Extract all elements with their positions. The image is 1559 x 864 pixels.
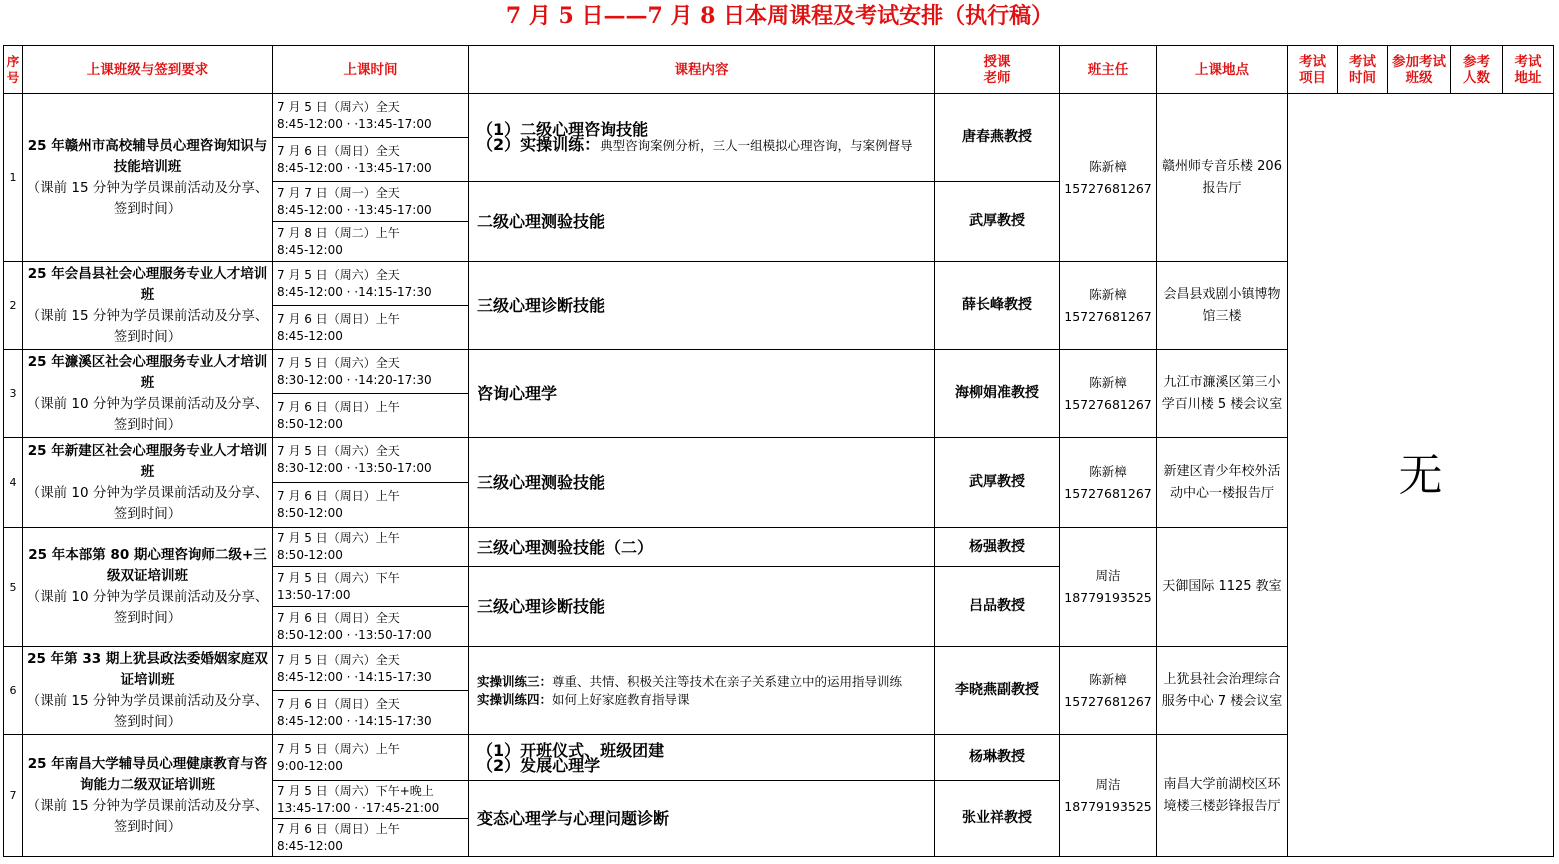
time-slot: 7 月 7 日（周一）全天 8:45-12:00 · ·13:45-17:00 [273,182,469,222]
exam-none: 无 [1288,94,1554,857]
place-cell: 赣州师专音乐楼 206 报告厅 [1157,94,1288,262]
class-cell: 25 年南昌大学辅导员心理健康教育与咨询能力二级双证培训班 （课前 15 分钟为学员课前活动及分享、签到时间） [23,735,273,857]
course-cell: （1）二级心理咨询技能 （2）实操训练：典型咨询案例分析，三人一组模拟心理咨询，与案例督导 [469,94,935,182]
head-teacher-cell: 陈新樟 15727681267 [1060,438,1157,528]
time-slot: 7 月 5 日（周六）下午 13:50-17:00 [273,567,469,607]
course-cell: 三级心理诊断技能 [469,567,935,647]
header-exam-place: 考试地址 [1503,46,1554,94]
time-slot: 7 月 5 日（周六）全天 8:45-12:00 · ·13:45-17:00 [273,94,469,138]
teacher-cell: 海柳娟准教授 [935,350,1060,438]
teacher-cell: 武厚教授 [935,182,1060,262]
row-seq: 1 [4,94,23,262]
head-teacher-cell: 周洁 18779193525 [1060,528,1157,647]
header-content: 课程内容 [469,46,935,94]
time-slot: 7 月 6 日（周日）上午 8:50-12:00 [273,483,469,528]
teacher-cell: 武厚教授 [935,438,1060,528]
schedule-table [3,45,1554,857]
course-cell: 咨询心理学 [469,350,935,438]
header-exam-time: 考试时间 [1338,46,1388,94]
page-title: 7 月 5 日——7 月 8 日本周课程及考试安排（执行稿） [505,3,1054,29]
place-cell: 上犹县社会治理综合服务中心 7 楼会议室 [1157,647,1288,735]
time-slot: 7 月 6 日（周日）全天 8:45-12:00 · ·14:15-17:30 [273,691,469,735]
table-row [4,94,1554,138]
time-slot: 7 月 8 日（周二）上午 8:45-12:00 [273,222,469,262]
head-teacher-cell: 陈新樟 15727681267 [1060,350,1157,438]
head-teacher-cell: 陈新樟 15727681267 [1060,647,1157,735]
header-place: 上课地点 [1157,46,1288,94]
row-seq: 6 [4,647,23,735]
course-cell: 变态心理学与心理问题诊断 [469,781,935,857]
teacher-cell: 杨琳教授 [935,735,1060,781]
course-cell: 实操训练三：尊重、共情、积极关注等技术在亲子关系建立中的运用指导训练 实操训练四：如何上好家庭教育指导课 [469,647,935,735]
time-slot: 7 月 5 日（周六）上午 8:50-12:00 [273,528,469,567]
place-cell: 新建区青少年校外活动中心一楼报告厅 [1157,438,1288,528]
place-cell: 九江市濂溪区第三小学百川楼 5 楼会议室 [1157,350,1288,438]
row-seq: 7 [4,735,23,857]
head-teacher-cell: 陈新樟 15727681267 [1060,94,1157,262]
header-seq: 序号 [4,46,23,94]
course-cell: 三级心理诊断技能 [469,262,935,350]
head-teacher-cell: 周洁 18779193525 [1060,735,1157,857]
time-slot: 7 月 5 日（周六）全天 8:45-12:00 · ·14:15-17:30 [273,262,469,306]
teacher-cell: 杨强教授 [935,528,1060,567]
teacher-cell: 吕品教授 [935,567,1060,647]
time-slot: 7 月 6 日（周日）全天 8:45-12:00 · ·13:45-17:00 [273,138,469,182]
place-cell: 会昌县戏剧小镇博物馆三楼 [1157,262,1288,350]
class-cell: 25 年本部第 80 期心理咨询师二级+三级双证培训班 （课前 10 分钟为学员课前活动及分享、签到时间） [23,528,273,647]
time-slot: 7 月 5 日（周六）上午 9:00-12:00 [273,735,469,781]
course-cell: 三级心理测验技能（二） [469,528,935,567]
time-slot: 7 月 5 日（周六）全天 8:45-12:00 · ·14:15-17:30 [273,647,469,691]
header-time: 上课时间 [273,46,469,94]
header-exam-class: 参加考试班级 [1388,46,1451,94]
teacher-cell: 张业祥教授 [935,781,1060,857]
head-teacher-cell: 陈新樟 15727681267 [1060,262,1157,350]
row-seq: 5 [4,528,23,647]
class-cell: 25 年新建区社会心理服务专业人才培训班 （课前 10 分钟为学员课前活动及分享、签到时间） [23,438,273,528]
header-class: 上课班级与签到要求 [23,46,273,94]
course-cell: （1）开班仪式、班级团建 （2）发展心理学 [469,735,935,781]
time-slot: 7 月 6 日（周日）全天 8:50-12:00 · ·13:50-17:00 [273,607,469,647]
time-slot: 7 月 5 日（周六）全天 8:30-12:00 · ·13:50-17:00 [273,438,469,483]
teacher-cell: 李晓燕副教授 [935,647,1060,735]
header-teacher: 授课老师 [935,46,1060,94]
header-row [4,46,1554,94]
time-slot: 7 月 6 日（周日）上午 8:50-12:00 [273,394,469,438]
header-exam-item: 考试项目 [1288,46,1338,94]
time-slot: 7 月 6 日（周日）上午 8:45-12:00 [273,306,469,350]
row-seq: 3 [4,350,23,438]
time-slot: 7 月 5 日（周六）下午+晚上 13:45-17:00 · ·17:45-21:00 [273,781,469,819]
class-cell: 25 年濂溪区社会心理服务专业人才培训班 （课前 10 分钟为学员课前活动及分享、签到时间） [23,350,273,438]
time-slot: 7 月 5 日（周六）全天 8:30-12:00 · ·14:20-17:30 [273,350,469,394]
header-exam-count: 参考人数 [1451,46,1503,94]
course-cell: 二级心理测验技能 [469,182,935,262]
row-seq: 2 [4,262,23,350]
class-cell: 25 年赣州市高校辅导员心理咨询知识与技能培训班 （课前 15 分钟为学员课前活动及分享、签到时间） [23,94,273,262]
header-head: 班主任 [1060,46,1157,94]
class-cell: 25 年会昌县社会心理服务专业人才培训班 （课前 15 分钟为学员课前活动及分享、签到时间） [23,262,273,350]
place-cell: 南昌大学前湖校区环境楼三楼彭锋报告厅 [1157,735,1288,857]
teacher-cell: 唐春燕教授 [935,94,1060,182]
place-cell: 天御国际 1125 教室 [1157,528,1288,647]
class-cell: 25 年第 33 期上犹县政法委婚姻家庭双证培训班 （课前 15 分钟为学员课前活动及分享、签到时间） [23,647,273,735]
time-slot: 7 月 6 日（周日）上午 8:45-12:00 [273,819,469,857]
course-cell: 三级心理测验技能 [469,438,935,528]
row-seq: 4 [4,438,23,528]
teacher-cell: 薛长峰教授 [935,262,1060,350]
